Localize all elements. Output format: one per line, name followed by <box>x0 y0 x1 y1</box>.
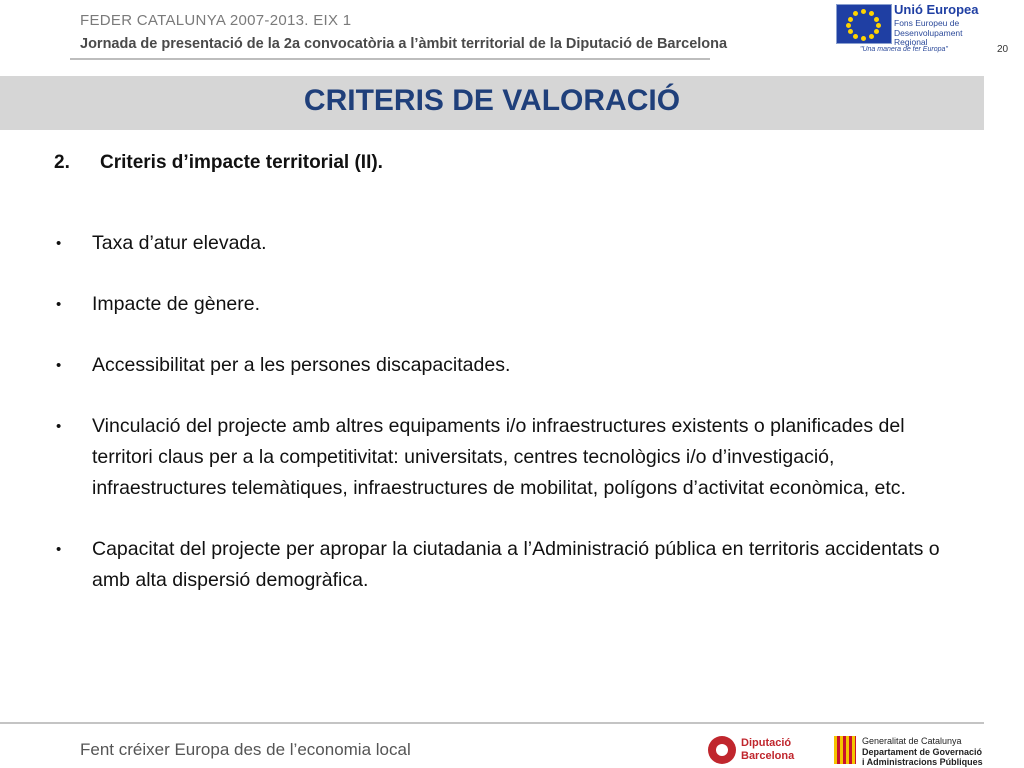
diputacio-logo <box>708 734 808 766</box>
diputacio-line1: Diputació <box>741 737 792 749</box>
footer-slogan: Fent créixer Europa des de l’economia local <box>80 740 411 759</box>
generalitat-flag-icon <box>834 736 856 764</box>
section-title: Criteris d’impacte territorial (II). <box>100 152 383 173</box>
eu-logo-title: Unió Europea <box>894 2 979 17</box>
diputacio-line2: Barcelona <box>741 750 795 762</box>
criteria-list <box>52 228 952 626</box>
diputacio-logo-icon <box>708 736 736 764</box>
list-item <box>52 411 952 504</box>
bullet-icon: • <box>56 235 62 252</box>
list-item-text: Impacte de gènere. <box>92 293 261 315</box>
header-program: FEDER CATALUNYA 2007-2013. EIX 1 <box>80 12 352 29</box>
eu-logo-motto: "Una manera de fer Europa" <box>860 46 948 53</box>
generalitat-line3: i Administracions Públiques <box>862 757 983 767</box>
bullet-icon: • <box>56 541 62 558</box>
list-item-text: Taxa d’atur elevada. <box>92 232 267 254</box>
eu-logo-subtitle: Fons Europeu de Desenvolupament Regional <box>894 18 963 47</box>
header-event-title: Jornada de presentació de la 2a convocatòria a l’àmbit territorial de la Diputació de Barcelona <box>80 36 728 52</box>
list-item-text: Vinculació del projecte amb altres equipaments i/o infraestructures existents o planificades del territori claus per a la competitivitat: universitats, centres tecnològics i/o d’investigació, infraestructures telemàtiques, infraestructures de mobilitat, polígons d’activitat econòmica, etc. <box>92 415 906 499</box>
bullet-icon: • <box>56 418 62 435</box>
slide-title: CRITERIS DE VALORACIÓ <box>303 84 681 117</box>
section-number: 2. <box>54 152 70 173</box>
footer-divider <box>0 722 984 724</box>
generalitat-line2: Departament de Governació <box>862 746 983 757</box>
bullet-icon: • <box>56 296 62 313</box>
list-item <box>52 289 952 320</box>
page-number: 20 <box>997 44 1009 55</box>
generalitat-line1: Generalitat de Catalunya <box>862 736 962 746</box>
list-item <box>52 350 952 381</box>
header-divider <box>70 58 710 60</box>
list-item-text: Capacitat del projecte per apropar la ciutadania a l’Administració pública en territoris accidentats o amb alta dispersió demogràfica. <box>92 538 940 591</box>
list-item <box>52 228 952 259</box>
generalitat-logo <box>834 734 994 768</box>
eu-flag-icon <box>836 4 892 44</box>
section-heading <box>54 152 383 174</box>
list-item-text: Accessibilitat per a les persones discapacitades. <box>92 354 511 376</box>
list-item <box>52 534 952 596</box>
bullet-icon: • <box>56 357 62 374</box>
eu-logo <box>834 2 994 58</box>
